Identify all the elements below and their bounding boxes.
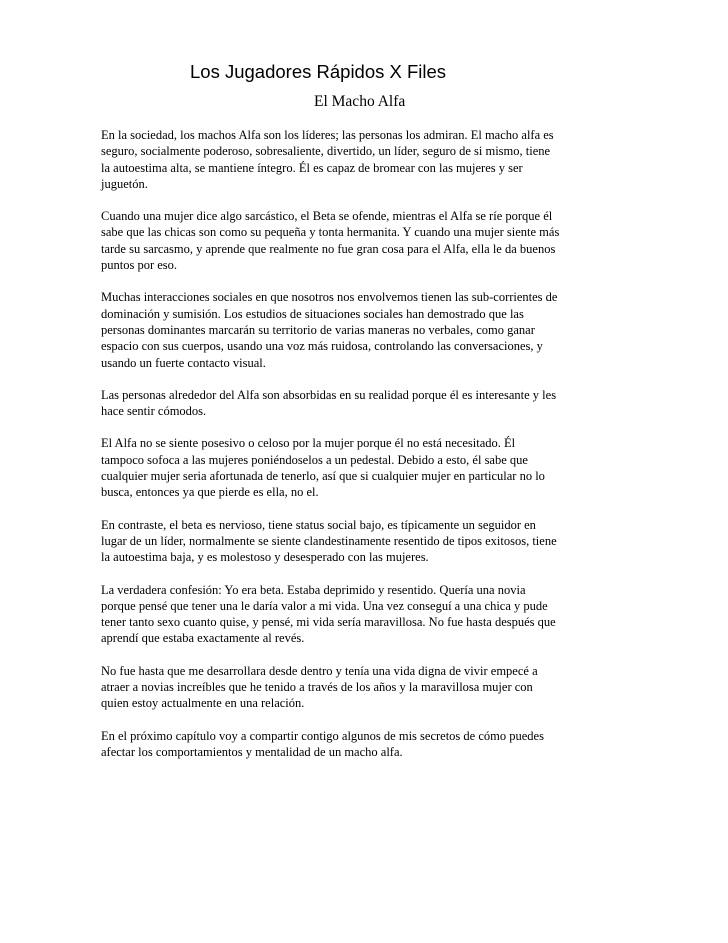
paragraph: En contraste, el beta es nervioso, tiene status social bajo, es típicamente un seguidor en lugar de un líder, normalmente se siente clandestinamente resentido de tipos exitosos, tiene la autoestima baja, y es molestoso y desesperado con las mujeres. <box>101 517 557 565</box>
paragraph: En el próximo capítulo voy a compartir contigo algunos de mis secretos de cómo puedes afectar los comportamientos y mentalidad de un macho alfa. <box>101 728 544 759</box>
paragraph: La verdadera confesión: Yo era beta. Estaba deprimido y resentido. Quería una novia porque pensé que tener una le daría valor a mi vida. Una vez conseguí a una chica y pude tener tanto sexo cuanto quise, y pensé, mi vida sería maravillosa. No fue hasta después que aprendí que estaba exactamente al revés. <box>101 582 556 646</box>
paragraph: Muchas interacciones sociales en que nosotros nos envolvemos tienen las sub-corrientes de dominación y sumisión. Los estudios de situaciones sociales han demostrado que las personas dominantes marcarán su territorio de varias maneras no verbales, como ganar espacio con sus cuerpos, usando una voz más ruidosa, controlando las conversaciones, y usando un fuerte contacto visual. <box>101 290 558 370</box>
document-title: Los Jugadores Rápidos X Files <box>190 61 447 82</box>
paragraph: Las personas alrededor del Alfa son absorbidas en su realidad porque él es interesante y les hace sentir cómodos. <box>101 387 557 419</box>
paragraph: El Alfa no se siente posesivo o celoso por la mujer porque él no está necesitado. Él tampoco sofoca a las mujeres poniéndoselos a un pedestal. Debido a esto, él sabe que cualquier mujer seria afortunada de tenerlo, así que si cualquier mujer en particular no lo busca, entonces ya que pierde es ella, no el. <box>101 436 545 500</box>
paragraph: Cuando una mujer dice algo sarcástico, el Beta se ofende, mientras el Alfa se ríe porque él sabe que las chicas son como su pequeña y tonta hermanita. Y cuando una mujer siente más tarde su sarcasmo, y aprende que realmente no fue gran cosa para el Alfa, ella le da buenos puntos por eso. <box>101 209 560 273</box>
paragraph: En la sociedad, los machos Alfa son los líderes; las personas los admiran. El macho alfa es seguro, socialmente poderoso, sobresaliente, divertido, un líder, seguro de si mismo, tiene la autoestima alta, se mantiene íntegro. Él es capaz de bromear con las mujeres y ser juguetón. <box>101 128 554 191</box>
chapter-subtitle: El Macho Alfa <box>314 93 406 110</box>
paragraph: No fue hasta que me desarrollara desde dentro y tenía una vida digna de vivir empecé a atraer a novias increíbles que he tenido a través de los años y la maravillosa mujer con quien estoy actualmente en una relación. <box>101 663 538 711</box>
document-body <box>101 127 561 776</box>
